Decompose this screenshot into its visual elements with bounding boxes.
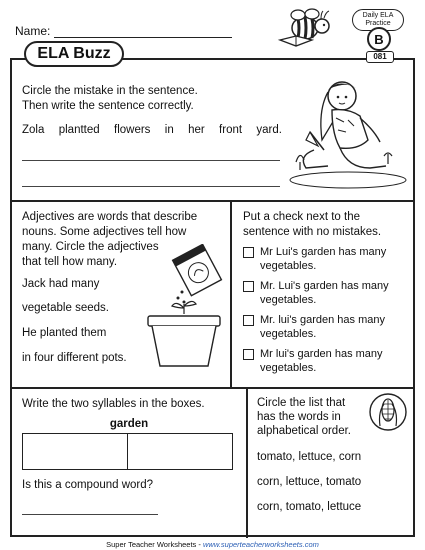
alpha-list-1[interactable]: tomato, lettuce, corn	[257, 451, 362, 463]
sentence2-line1[interactable]: He planted them	[22, 327, 107, 339]
instruction-line: has the words in	[257, 411, 341, 423]
divider-2	[10, 387, 415, 389]
bee-reading-icon	[272, 8, 334, 50]
section1-sentence	[22, 123, 282, 138]
option-text: vegetables.	[260, 362, 317, 374]
intro-line: many. Circle the adjectives	[22, 241, 159, 253]
word[interactable]: front	[219, 124, 243, 136]
check-option-3[interactable]	[243, 313, 385, 341]
divider-mid-1	[230, 200, 232, 389]
option-text: Mr. lui's garden has many	[260, 314, 385, 326]
intro-line: Adjectives are words that describe	[22, 211, 198, 223]
section4-instruction: Write the two syllables in the boxes.	[22, 398, 205, 410]
name-row	[15, 24, 232, 38]
word[interactable]: yard.	[256, 124, 282, 136]
section1-instruction1: Circle the mistake in the sentence.	[22, 85, 198, 97]
footer-prefix: Super Teacher Worksheets -	[106, 540, 203, 549]
checkbox[interactable]	[243, 315, 254, 326]
check-option-1[interactable]	[243, 245, 386, 273]
footer	[0, 540, 425, 549]
checkbox[interactable]	[243, 281, 254, 292]
seed-pot-illustration	[138, 244, 230, 370]
section1-instruction2: Then write the sentence correctly.	[22, 100, 194, 112]
word[interactable]: Zola	[22, 124, 45, 136]
word[interactable]: flowers	[114, 124, 151, 136]
syllable-box-1[interactable]	[22, 433, 128, 470]
check-option-4[interactable]	[243, 347, 383, 375]
option-text: Mr. Lui's garden has many	[260, 280, 389, 292]
intro-line: nouns. Some adjectives tell how	[22, 226, 187, 238]
syllable-box-2[interactable]	[127, 433, 233, 470]
word[interactable]: plantted	[58, 124, 100, 136]
alpha-list-2[interactable]: corn, lettuce, tomato	[257, 476, 362, 488]
footer-url[interactable]: www.superteacherworksheets.com	[202, 540, 319, 549]
badge-line2: Practice	[365, 20, 391, 27]
section5-instruction	[257, 396, 351, 438]
checkbox[interactable]	[243, 247, 254, 258]
answer-line-2[interactable]	[22, 186, 280, 187]
divider-1	[10, 200, 415, 202]
name-field[interactable]	[54, 27, 232, 38]
answer-line-1[interactable]	[22, 160, 280, 161]
alpha-list-3[interactable]: corn, tomato, lettuce	[257, 501, 362, 513]
option-text: Mr lui's garden has many	[260, 348, 383, 360]
instruction-line: sentence with no mistakes.	[243, 226, 382, 238]
compound-answer-line[interactable]	[22, 514, 158, 515]
compound-question: Is this a compound word?	[22, 479, 154, 491]
checkbox[interactable]	[243, 349, 254, 360]
girl-gardening-illustration	[288, 70, 410, 190]
divider-mid-2	[246, 387, 248, 538]
option-text: vegetables.	[260, 294, 317, 306]
word[interactable]: in	[164, 124, 174, 136]
sentence1-line2[interactable]: vegetable seeds.	[22, 302, 109, 314]
level-badge: B	[367, 27, 391, 51]
section3-instruction	[243, 210, 381, 240]
option-text: vegetables.	[260, 260, 317, 272]
option-text: Mr Lui's garden has many	[260, 246, 387, 258]
intro-line: that tell how many.	[22, 256, 118, 268]
sentence1-line1[interactable]: Jack had many	[22, 278, 100, 290]
word[interactable]: her	[188, 124, 205, 136]
instruction-line: Circle the list that	[257, 397, 346, 409]
corn-icon	[368, 392, 408, 432]
instruction-line: Put a check next to the	[243, 211, 360, 223]
name-label: Name:	[15, 24, 51, 38]
worksheet-number: 081	[366, 51, 394, 63]
option-text: vegetables.	[260, 328, 317, 340]
syllable-word: garden	[109, 418, 149, 430]
check-option-2[interactable]	[243, 279, 389, 307]
sentence2-line2[interactable]: in four different pots.	[22, 352, 127, 364]
page-title: ELA Buzz	[24, 41, 124, 67]
badge-line1: Daily ELA	[362, 12, 394, 19]
instruction-line: alphabetical order.	[257, 425, 351, 437]
